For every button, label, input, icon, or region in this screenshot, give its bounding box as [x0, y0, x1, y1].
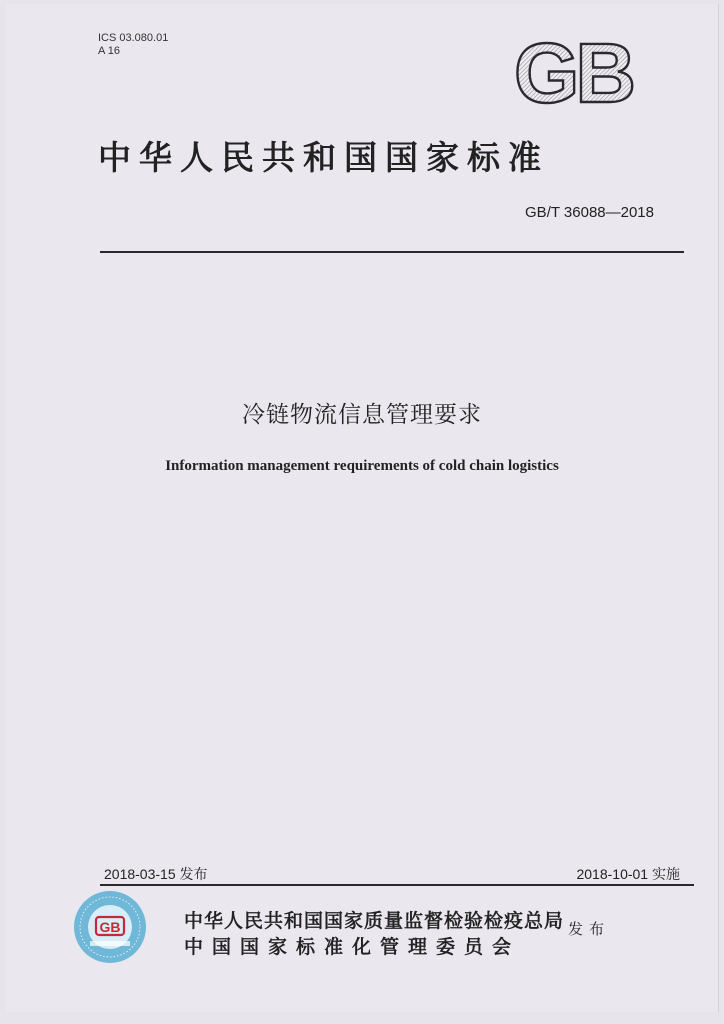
- classification-codes: [98, 32, 168, 58]
- implementation-date: 2018-10-01 实施: [576, 866, 680, 882]
- issuer-aqsiq: 中华人民共和国国家质量监督检验检疫总局: [184, 910, 565, 932]
- ccs-code: A 16: [98, 45, 121, 57]
- issuer-sac: 中国国家标准化管理委员会: [184, 936, 521, 958]
- publish-label: 发布: [568, 920, 611, 938]
- issue-date: 2018-03-15 发布: [104, 866, 208, 882]
- gb-logo-letters: GB: [514, 34, 632, 110]
- ics-code: ICS 03.080.01: [98, 32, 169, 44]
- national-standard-title: 中华人民共和国国家标准: [98, 138, 549, 177]
- bottom-divider: [100, 884, 694, 886]
- top-divider: [100, 251, 684, 253]
- document-title-english: Information management requirements of cold chain logistics: [165, 458, 559, 474]
- standard-code: GB/T 36088—2018: [525, 204, 654, 221]
- seal-letters: GB: [99, 919, 121, 935]
- gb-logo-icon: [500, 34, 646, 110]
- document-title-chinese: 冷链物流信息管理要求: [242, 402, 482, 428]
- certification-seal-icon: [72, 889, 148, 965]
- cover-page: [6, 4, 719, 1012]
